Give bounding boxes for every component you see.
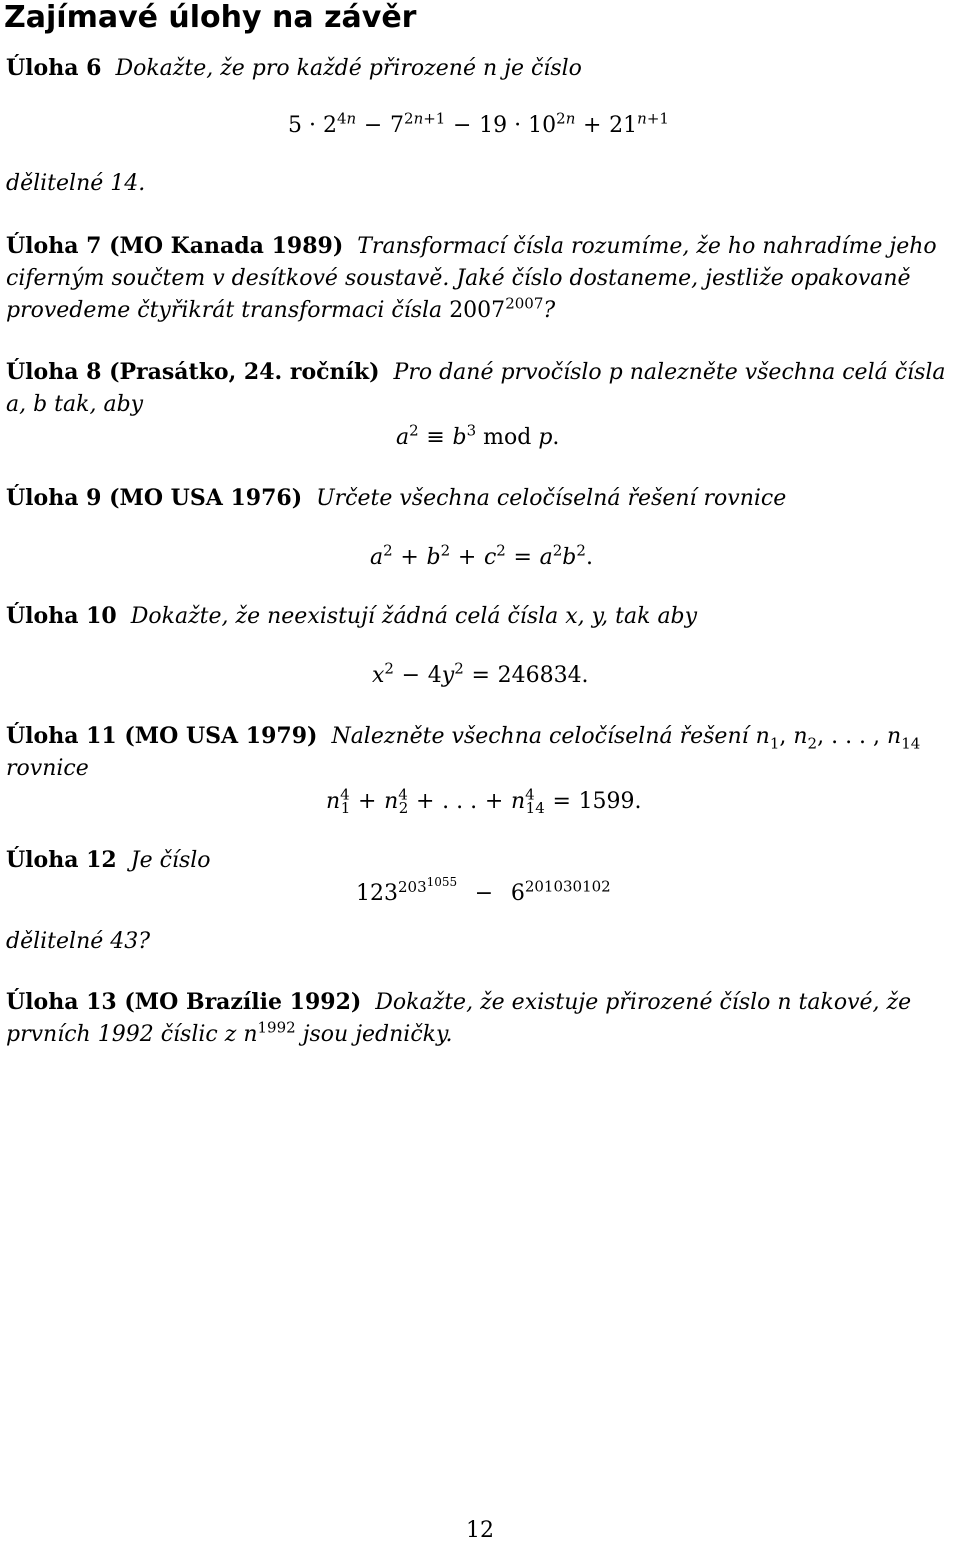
task-11-text-tail: rovnice: [6, 756, 89, 781]
task-12-label: Úloha 12: [6, 847, 117, 873]
task-13: Úloha 13 (MO Brazílie 1992) Dokažte, že existuje přirozené číslo n takové, že prvních 1992 číslic z $n^{1992}$ jsou jedničky.: [6, 989, 912, 1047]
task-12: [6, 844, 956, 877]
task-6: [6, 52, 956, 85]
task-7-text: Transformací čísla rozumíme, že ho nahradíme jeho ciferným součtem v desítkové soustavě. Jaké číslo dostaneme, jestliže opakovaně provedeme čtyřikrát transformaci čísla: [6, 234, 937, 323]
task-7-number: $2007^{2007}$: [449, 294, 544, 323]
task-8-label: Úloha 8 (Prasátko, 24. ročník): [6, 359, 380, 385]
task-7-label: Úloha 7 (MO Kanada 1989): [6, 233, 344, 259]
task-12-text: Je číslo: [130, 848, 211, 873]
task-8: [6, 356, 956, 421]
task-8-text: Pro dané prvočíslo p nalezněte všechna celá čísla a, b tak, aby: [6, 360, 946, 417]
page-number: 12: [466, 1518, 494, 1543]
task-9-equation: $a^2 + b^2 + c^2 = a^2b^2$.: [370, 541, 593, 570]
task-6-conclusion: dělitelné 14.: [6, 171, 146, 196]
task-6-text: Dokažte, že pro každé přirozené n je číslo: [115, 56, 582, 81]
task-13-text: Dokažte, že existuje přirozené číslo n takové, že prvních 1992 číslic z n: [6, 990, 912, 1047]
task-11-text: Nalezněte všechna celočíselná řešení n: [331, 724, 770, 749]
task-12-conclusion: dělitelné 43?: [6, 929, 151, 954]
task-9: [6, 482, 956, 515]
task-6-label: Úloha 6: [6, 55, 102, 81]
task-8-equation: $a^2 \equiv b^3$ mod p.: [396, 421, 560, 450]
task-10-label: Úloha 10: [6, 603, 117, 629]
page-title: Zajímavé úlohy na závěr: [4, 0, 417, 35]
task-7: Úloha 7 (MO Kanada 1989) Transformací čísla rozumíme, že ho nahradíme jeho ciferným součtem v desítkové soustavě. Jaké číslo dostaneme, jestliže opakovaně provedeme čtyřikrát transformaci čísla $2007^{2007}$?: [6, 233, 937, 323]
task-11-label: Úloha 11 (MO USA 1979): [6, 723, 318, 749]
task-6-equation: $5 \cdot 2^{4n} - 7^{2n+1} - 19 \cdot 10^{2n} + 21^{n+1}$: [288, 109, 669, 138]
task-11: Úloha 11 (MO USA 1979) Nalezněte všechna celočíselná řešení $n_1$, $n_2$, . . . , $n_{14}$ rovnice: [6, 723, 921, 781]
task-9-text: Určete všechna celočíselná řešení rovnice: [316, 486, 787, 511]
task-13-end: jsou jedničky.: [302, 1022, 453, 1047]
task-10: [6, 600, 956, 633]
task-9-label: Úloha 9 (MO USA 1976): [6, 485, 303, 511]
task-10-equation: $x^2 - 4y^2 = 246834$.: [372, 659, 589, 688]
task-10-text: Dokažte, že neexistují žádná celá čísla x, y, tak aby: [130, 604, 698, 629]
task-11-equation: $n^4_1 + n^4_2$ + . . . + $n^4_{14} = 1599$.: [326, 785, 642, 818]
task-12-equation: $123^{203^{1055}} - 6^{201030102}$: [356, 874, 611, 906]
task-13-label: Úloha 13 (MO Brazílie 1992): [6, 989, 362, 1015]
